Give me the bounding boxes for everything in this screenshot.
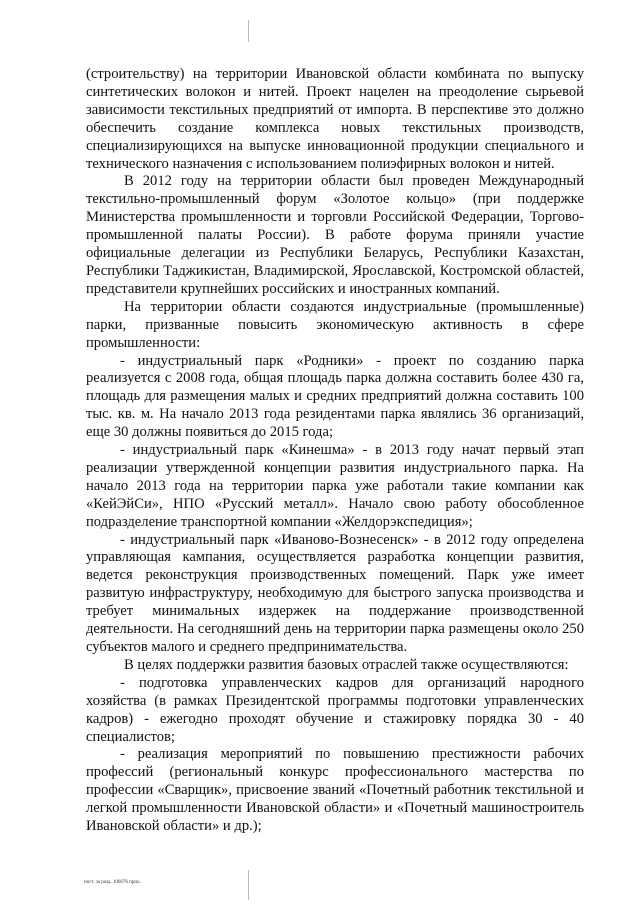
paragraph-support-measures-intro: В целях поддержки развития базовых отраслей также осуществляются: xyxy=(124,656,569,673)
list-item-management-training: - подготовка управленческих кадров для организаций народного хозяйства (в рамках Президентской программы подготовки управленческих кадров) - ежегодно проходят обучение и стажировку порядка 30 - 40 специалистов; xyxy=(86,674,584,745)
footer-note: пост. за разд. 106676 прил. xyxy=(84,880,141,885)
list-item-worker-prestige: - реализация мероприятий по повышению престижности рабочих профессий (региональный конкурс профессионального мастерства по профессии «Сварщик», присвоение званий «Почетный работник текстильной и легкой промышленности Ивановской области» и «Почетный машиностроитель Ивановской области» и др.); xyxy=(86,746,584,835)
paragraph-industrial-parks-intro: На территории области создаются индустриальные (промышленные) парки, призванные повысить экономическую активность в сфере промышленности: xyxy=(86,298,584,351)
paragraph-forum-2012: В 2012 году на территории области был проведен Международный текстильно-промышленный форум «Золотое кольцо» (при поддержке Министерства промышленности и торговли Российской Федерации, Торгово-промышленной палаты России). В работе форума приняли участие официальные делегации из Республики Беларусь, Республики Казахстан, Республики Таджикистан, Владимирской, Ярославской, Костромской областей, представители крупнейших российских и иностранных компаний. xyxy=(86,173,584,297)
paragraph-textile-plant: (строительству) на территории Ивановской области комбината по выпуску синтетических волокон и нитей. Проект нацелен на преодоление сырьевой зависимости текстильных предприятий от импорта. В перспективе это должно обеспечить создание комплекса новых текстильных производств, специализирующихся на выпуске инновационной продукции специального и технического назначения с использованием полиэфирных волокон и нитей. xyxy=(86,66,584,172)
document-body xyxy=(86,66,584,836)
scan-artifact-line xyxy=(248,20,249,42)
list-item-park-ivanovo-voznesensk: - индустриальный парк «Иваново-Вознесенск» - в 2012 году определена управляющая кампания, осуществляется разработка концепции развития, ведется реконструкция производственных помещений. Парк уже имеет развитую инфраструктуру, необходимую для быстрого запуска производства и требует минимальных издержек на поддержание производственной деятельности. На сегодняшний день на территории парка размещены около 250 субъектов малого и среднего предпринимательства. xyxy=(86,531,584,655)
list-item-park-rodniki: - индустриальный парк «Родники» - проект по созданию парка реализуется с 2008 года, общая площадь парка должна составить более 430 га, площадь для размещения малых и средних предприятий должна составить 100 тыс. кв. м. На начало 2013 года резидентами парка являлись 36 организаций, еще 30 должны появиться до 2015 года; xyxy=(86,352,584,441)
scan-artifact-line xyxy=(248,870,249,900)
list-item-park-kineshma: - индустриальный парк «Кинешма» - в 2013 году начат первый этап реализации утвержденной концепции развития индустриального парка. На начало 2013 года на территории парка уже работали такие компании как «КейЭйСи», НПО «Русский металл». Начало свою работу обособленное подразделение транспортной компании «Желдорэкспедиция»; xyxy=(86,442,584,530)
